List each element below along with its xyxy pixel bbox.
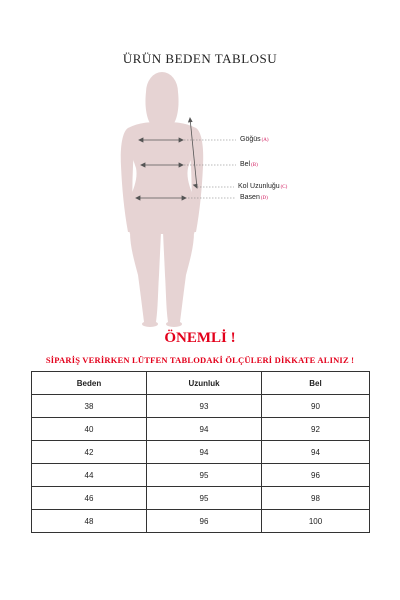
cell-size: 44 bbox=[32, 464, 147, 487]
header-size: Beden bbox=[32, 372, 147, 395]
cell-length: 93 bbox=[147, 395, 262, 418]
cell-waist: 96 bbox=[262, 464, 370, 487]
cell-length: 95 bbox=[147, 487, 262, 510]
page-title: ÜRÜN BEDEN TABLOSU bbox=[122, 51, 278, 66]
warning-text: SİPARİŞ VERİRKEN LÜTFEN TABLODAKİ ÖLÇÜLERİ DİKKATE ALINIZ ! bbox=[45, 355, 355, 365]
label-hip bbox=[240, 194, 268, 201]
cell-size: 48 bbox=[32, 510, 147, 533]
cell-size: 40 bbox=[32, 418, 147, 441]
size-table bbox=[31, 371, 370, 533]
cell-size: 42 bbox=[32, 441, 147, 464]
important-heading: ÖNEMLİ ! bbox=[164, 330, 236, 346]
label-chest-text: Göğüs bbox=[240, 136, 261, 143]
header-length: Uzunluk bbox=[147, 372, 262, 395]
cell-length: 94 bbox=[147, 418, 262, 441]
label-hip-code: (D) bbox=[260, 196, 268, 201]
label-waist-code: (B) bbox=[251, 163, 258, 168]
cell-waist: 90 bbox=[262, 395, 370, 418]
cell-length: 95 bbox=[147, 464, 262, 487]
label-waist bbox=[240, 161, 258, 168]
cell-length: 94 bbox=[147, 441, 262, 464]
cell-waist: 92 bbox=[262, 418, 370, 441]
label-arm-length-code: (C) bbox=[280, 185, 288, 190]
cell-length: 96 bbox=[147, 510, 262, 533]
body-silhouette-illustration bbox=[0, 70, 400, 340]
table-header-row bbox=[32, 372, 370, 395]
cell-waist: 94 bbox=[262, 441, 370, 464]
cell-waist: 100 bbox=[262, 510, 370, 533]
table-row bbox=[32, 464, 370, 487]
label-chest bbox=[240, 136, 269, 143]
label-hip-text: Basen bbox=[240, 194, 260, 201]
header-waist: Bel bbox=[262, 372, 370, 395]
label-arm-length-text: Kol Uzunluğu bbox=[238, 183, 280, 190]
table-row bbox=[32, 510, 370, 533]
measurement-diagram bbox=[0, 70, 400, 340]
cell-size: 38 bbox=[32, 395, 147, 418]
label-chest-code: (A) bbox=[261, 138, 269, 143]
table-row bbox=[32, 487, 370, 510]
label-waist-text: Bel bbox=[240, 161, 251, 168]
cell-size: 46 bbox=[32, 487, 147, 510]
cell-waist: 98 bbox=[262, 487, 370, 510]
table-row bbox=[32, 395, 370, 418]
table-row bbox=[32, 441, 370, 464]
label-arm-length bbox=[238, 183, 287, 190]
table-row bbox=[32, 418, 370, 441]
